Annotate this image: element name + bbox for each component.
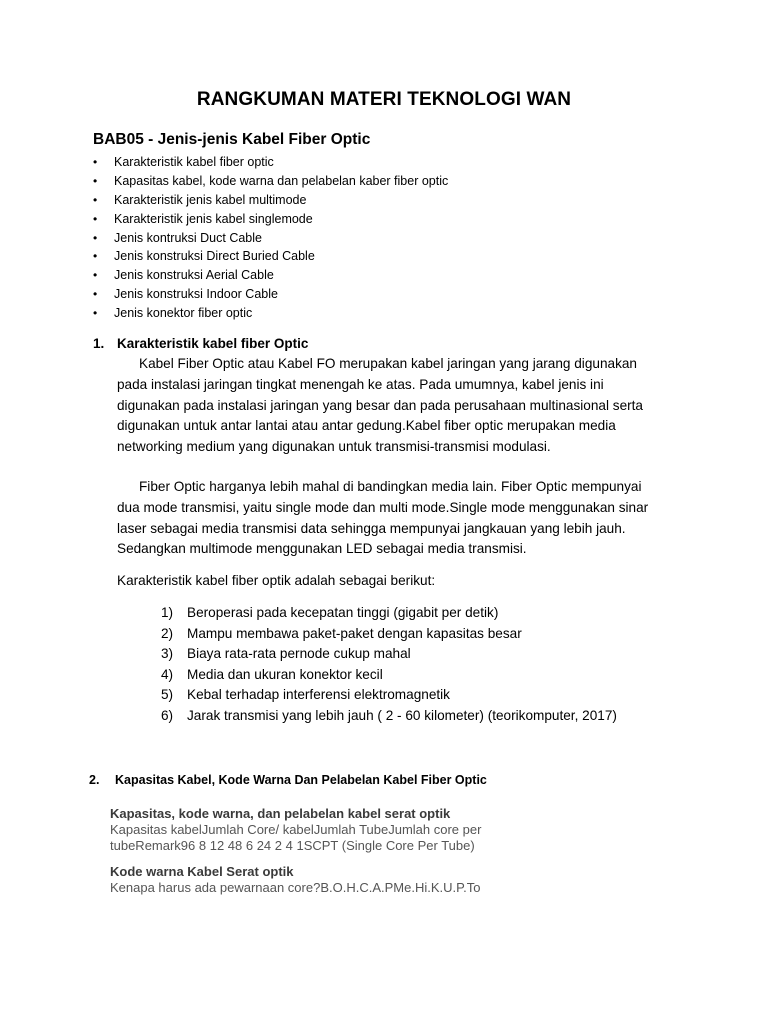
topic-item: • Kapasitas kabel, kode warna dan pelabelan kaber fiber optic	[93, 172, 448, 191]
paragraph-line: Karakteristik kabel fiber optik adalah sebagai berikut:	[117, 573, 436, 588]
bullet-icon: •	[93, 173, 98, 188]
topic-item: • Karakteristik jenis kabel singlemode	[93, 210, 448, 229]
paragraph-line: digunakan pada instalasi jaringan yang besar dan pada perusahaan multinasional serta	[117, 397, 643, 413]
list-item: 1) Beroperasi pada kecepatan tinggi (gigabit per detik)	[161, 605, 499, 620]
list-item: 3) Biaya rata-rata pernode cukup mahal	[161, 646, 411, 662]
section-2-title: Kapasitas Kabel, Kode Warna Dan Pelabelan Kabel Fiber Optic	[115, 773, 487, 787]
characteristics-list	[161, 603, 617, 727]
bullet-icon: •	[93, 268, 98, 283]
section-1-number: 1.	[93, 336, 105, 351]
paragraph-line: Sedangkan multimode menggunakan LED sebagai media transmisi.	[117, 541, 527, 557]
bullet-icon: •	[93, 306, 98, 321]
paragraph-line: pada instalasi jaringan tingkat menengah ke atas. Pada umumnya, kabel jenis ini	[117, 376, 604, 392]
chapter-heading: BAB05 - Jenis-jenis Kabel Fiber Optic	[93, 131, 371, 148]
topic-item: • Jenis kontruksi Duct Cable	[93, 229, 448, 248]
document-title: RANGKUMAN MATERI TEKNOLOGI WAN	[196, 89, 572, 110]
color-code-heading: Kode warna Kabel Serat optik	[110, 864, 294, 879]
list-item: 4) Media dan ukuran konektor kecil	[161, 666, 383, 682]
bullet-icon: •	[93, 155, 98, 169]
bullet-icon: •	[93, 192, 98, 207]
topic-item: • Jenis konstruksi Direct Buried Cable	[93, 247, 448, 266]
paragraph-line: dua mode transmisi, yaitu single mode dan multi mode.Single mode menggunakan sinar	[117, 499, 649, 515]
capacity-block	[110, 806, 481, 854]
section-1-paragraph-3	[117, 571, 677, 592]
list-item: 5) Kebal terhadap interferensi elektromagnetik	[161, 687, 450, 703]
list-item: 6) Jarak transmisi yang lebih jauh ( 2 - 60 kilometer) (teorikomputer, 2017)	[161, 707, 617, 723]
capacity-line: Kapasitas kabelJumlah Core/ kabelJumlah TubeJumlah core per	[110, 822, 482, 837]
bullet-icon: •	[93, 230, 98, 245]
capacity-heading: Kapasitas, kode warna, dan pelabelan kabel serat optik	[110, 806, 451, 821]
section-1-paragraph-2	[117, 477, 677, 560]
paragraph-line: Fiber Optic harganya lebih mahal di bandingkan media lain. Fiber Optic mempunyai	[139, 479, 642, 494]
section-1-heading	[93, 336, 308, 351]
bullet-icon: •	[93, 249, 98, 264]
topic-item: • Jenis konstruksi Aerial Cable	[93, 266, 448, 285]
topic-item: • Karakteristik kabel fiber optic	[93, 153, 448, 172]
color-code-line: Kenapa harus ada pewarnaan core?B.O.H.C.A.PMe.Hi.K.U.P.To	[110, 880, 481, 895]
section-2-heading	[89, 773, 487, 787]
paragraph-line: networking medium yang digunakan untuk transmisi-transmisi modulasi.	[117, 439, 551, 455]
paragraph-line: laser sebagai media transmisi data sehingga mempunyai jangkauan yang lebih jauh.	[117, 520, 626, 536]
paragraph-line: digunakan untuk antar lantai atau antar gedung.Kabel fiber optic merupakan media	[117, 418, 616, 434]
bullet-icon: •	[93, 287, 98, 302]
topic-item: • Jenis konstruksi Indoor Cable	[93, 285, 448, 304]
capacity-line: tubeRemark96 8 12 48 6 24 2 4 1SCPT (Single Core Per Tube)	[110, 838, 475, 853]
list-item: 2) Mampu membawa paket-paket dengan kapasitas besar	[161, 625, 522, 641]
topic-item: • Karakteristik jenis kabel multimode	[93, 191, 448, 210]
section-1-title: Karakteristik kabel fiber Optic	[117, 336, 309, 351]
color-code-block	[110, 864, 480, 896]
topic-item: • Jenis konektor fiber optic	[93, 304, 448, 323]
bullet-icon: •	[93, 211, 98, 226]
paragraph-line: Kabel Fiber Optic atau Kabel FO merupakan kabel jaringan yang jarang digunakan	[139, 356, 637, 371]
topic-list	[93, 153, 448, 323]
section-2-number: 2.	[89, 773, 100, 787]
section-1-paragraph-1	[117, 354, 677, 458]
